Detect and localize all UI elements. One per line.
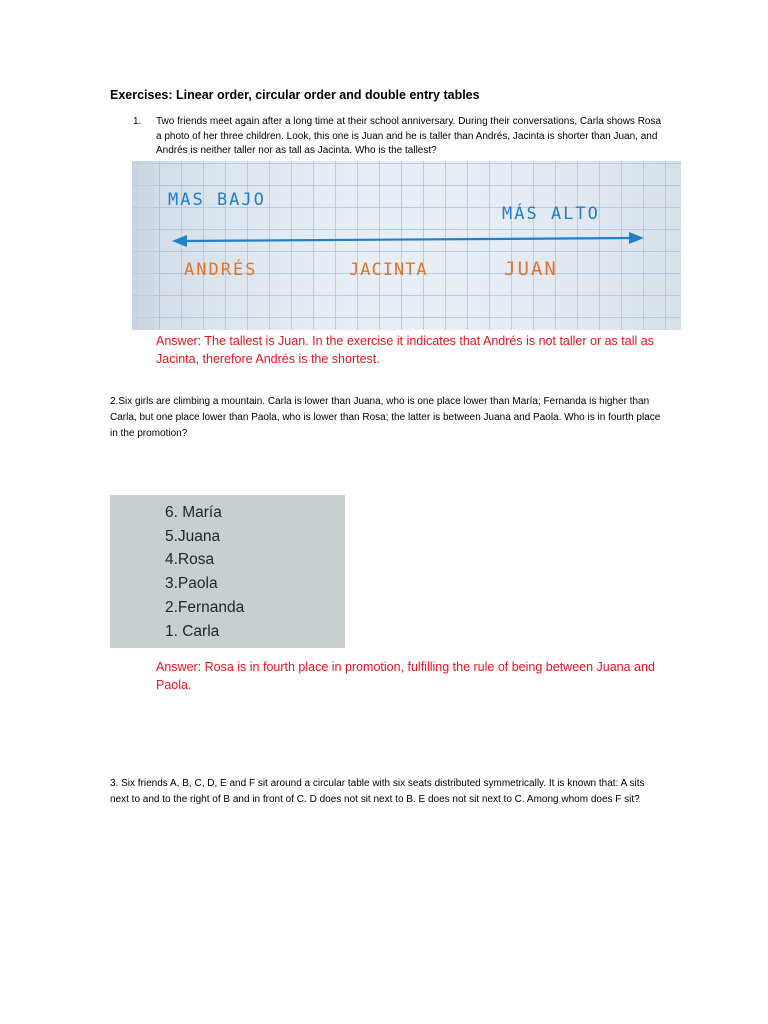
- height-order-photo: [132, 161, 681, 330]
- exercise-1-text: Two friends meet again after a long time at their school anniversary. During their conversations, Carla shows Rosa a photo of her three children. Look, this one is Juan and he is taller than Andrés, Jacinta is shorter than Juan, and Andrés is neither taller nor as tall as Jacinta. Who is the tallest?: [156, 116, 662, 156]
- ranking-item: 1. Carla: [165, 622, 220, 640]
- ranking-list: [165, 501, 244, 643]
- exercise-1-answer: Answer: The tallest is Juan. In the exercise it indicates that Andrés is not taller or as tall as Jacinta, therefore Andrés is the shortest.: [156, 334, 654, 366]
- label-low: MAS BAJO: [168, 190, 266, 210]
- ranking-item: 3.Paola: [165, 575, 218, 593]
- exercise-2-text: 2.Six girls are climbing a mountain. Carla is lower than Juana, who is one place lower than María; Fernanda is higher than Carla, but one place lower than Paola, who is lower than Rosa; the latter is between Juana and Paola. Who is in fourth place in the promotion?: [110, 396, 661, 439]
- ranking-photo: [110, 495, 345, 648]
- name-jacinta: JACINTA: [349, 260, 428, 280]
- exercise-1-number: 1.: [133, 116, 142, 127]
- exercise-3-text: 3. Six friends A, B, C, D, E and F sit around a circular table with six seats distributed symmetrically. It is known that: A sits next to and to the right of B and in front of C. D does not sit next to B. E does not sit next to C. Among whom does F sit?: [110, 778, 645, 805]
- exercise-2-answer: Answer: Rosa is in fourth place in promotion, fulfilling the rule of being between Juana and Paola.: [156, 660, 655, 692]
- ranking-item: 2.Fernanda: [165, 598, 245, 616]
- ranking-item: 6. María: [165, 504, 222, 521]
- ranking-item: 4.Rosa: [165, 551, 215, 569]
- ranking-item: 5.Juana: [165, 527, 221, 545]
- name-juan: JUAN: [504, 258, 558, 280]
- label-high: MÁS ALTO: [502, 204, 600, 224]
- name-andres: ANDRÉS: [184, 260, 258, 280]
- page-title: Exercises: Linear order, circular order and double entry tables: [110, 88, 480, 102]
